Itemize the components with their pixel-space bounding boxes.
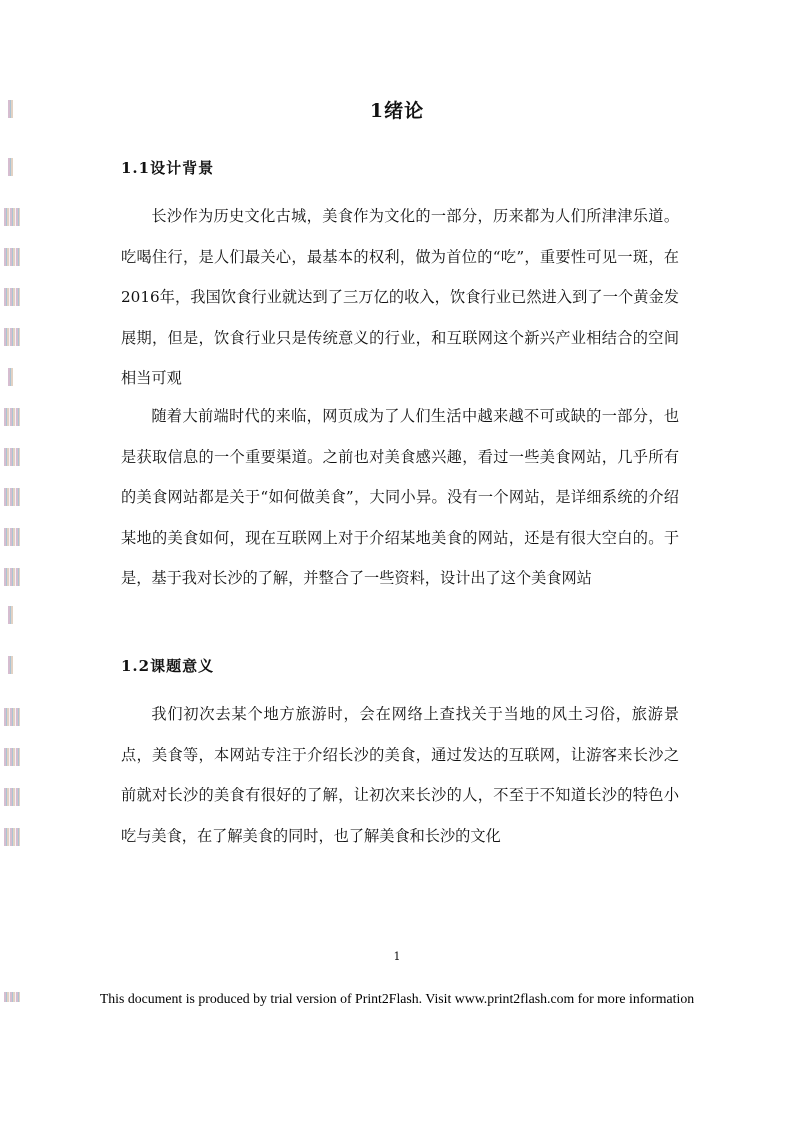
margin-artifact [4, 708, 20, 726]
margin-artifact [4, 448, 20, 466]
margin-artifact [8, 158, 13, 176]
margin-artifact [4, 488, 20, 506]
margin-artifact [8, 606, 13, 624]
body-paragraph: 随着大前端时代的来临，网页成为了人们生活中越来越不可或缺的一部分，也是获取信息的一个重要渠道。之前也对美食感兴趣，看过一些美食网站，几乎所有的美食网站都是关于“如何做美食”，大同小异。没有一个网站，是详细系统的介绍某地的美食如何，现在互联网上对于介绍某地美食的网站，还是有很大空白的。于是，基于我对长沙的了解，并整合了一些资料，设计出了这个美食网站 [121, 407, 679, 587]
margin-artifact [8, 656, 13, 674]
margin-artifact [4, 568, 20, 586]
margin-artifact [4, 288, 20, 306]
margin-artifact [4, 788, 20, 806]
margin-artifact [4, 328, 20, 346]
margin-artifact [8, 368, 13, 386]
margin-artifact [4, 528, 20, 546]
margin-artifact [4, 208, 20, 226]
trial-watermark-note: This document is produced by trial version of Print2Flash. Visit www.print2flash.com for more information [99, 991, 695, 1006]
section-heading: 1.2课题意义 [121, 657, 215, 675]
margin-artifact [4, 248, 20, 266]
chapter-title: 1绪论 [369, 100, 425, 122]
page-number: 1 [393, 950, 401, 963]
section-heading: 1.1设计背景 [121, 159, 215, 177]
body-paragraph: 我们初次去某个地方旅游时，会在网络上查找关于当地的风土习俗，旅游景点，美食等，本网站专注于介绍长沙的美食，通过发达的互联网，让游客来长沙之前就对长沙的美食有很好的了解，让初次来长沙的人，不至于不知道长沙的特色小吃与美食，在了解美食的同时，也了解美食和长沙的文化 [121, 705, 679, 845]
margin-artifact [4, 748, 20, 766]
body-paragraph: 长沙作为历史文化古城，美食作为文化的一部分，历来都为人们所津津乐道。吃喝住行，是人们最关心，最基本的权利，做为首位的“吃”，重要性可见一斑，在2016年，我国饮食行业就达到了三万亿的收入，饮食行业已然进入到了一个黄金发展期，但是，饮食行业只是传统意义的行业，和互联网这个新兴产业相结合的空间相当可观 [121, 207, 679, 387]
margin-artifact [4, 828, 20, 846]
margin-artifact [4, 408, 20, 426]
